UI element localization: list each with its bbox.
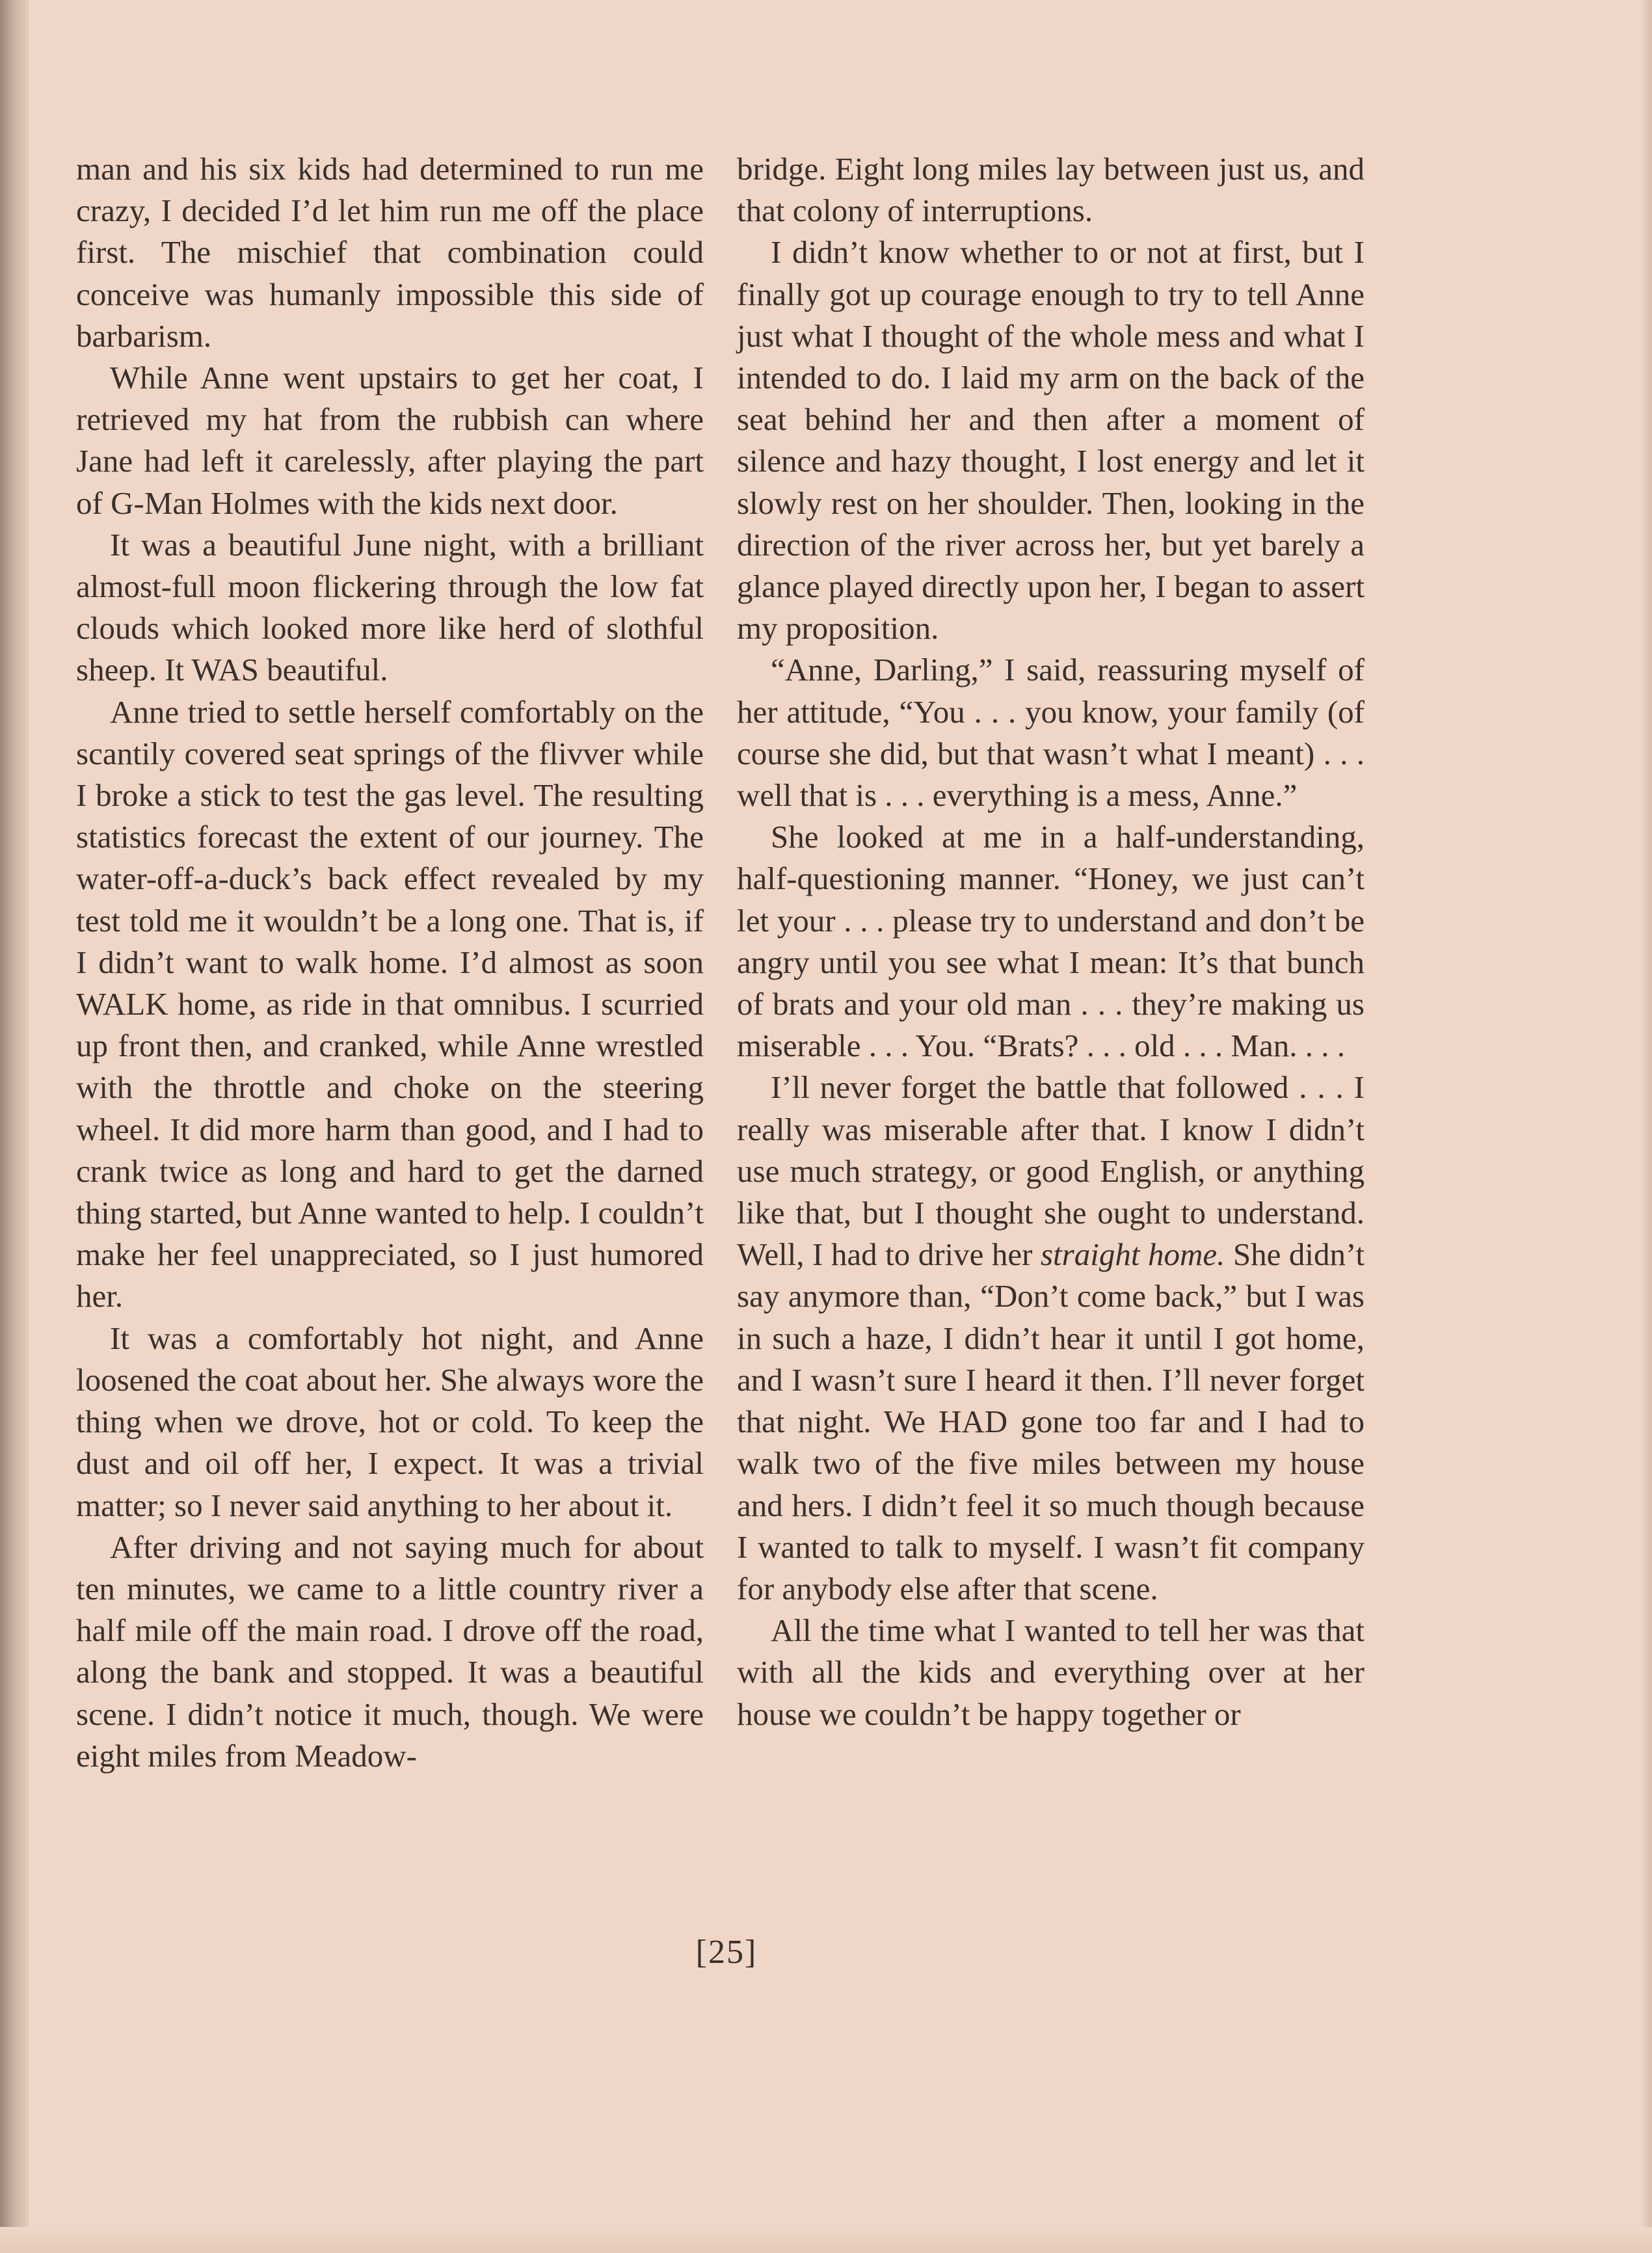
paragraph: bridge. Eight long miles lay between just us, and that colony of interruptions. [737,151,1365,229]
paragraph: After driving and not saying much for about ten minutes, we came to a little country river a half mile off the main road. I drove off the road, along the bank and stopped. It was a beautiful scene. I didn’t notice it much, though. We were eight miles from Meadow- [76,1528,704,1774]
paragraph: Anne tried to settle herself comfortably on the scantily covered seat springs of the flivver while I broke a stick to test the gas level. The resulting statistics forecast the extent of our journey. The water-off-a-duck’s back effect revealed by my test told me it wouldn’t be a long one. That is, if I didn’t want to walk home. I’d almost as soon WALK home, as ride in that omnibus. I scurried up front then, and cranked, while Anne wrestled with the throttle and choke on the steering wheel. It did more harm than good, and I had to crank twice as long and hard to get the darned thing started, but Anne wanted to help. I couldn’t make her feel unappreciated, so I just humored her. [76,693,704,1314]
paragraph: I didn’t know whether to or not at first, but I finally got up courage enough to try to tell Anne just what I thought of the whole mess and what I intended to do. I laid my arm on the back of the seat behind her and then after a moment of silence and hazy thought, I lost energy and let it slowly rest on her shoulder. Then, looking in the direction of the river across her, but yet barely a glance played directly upon her, I began to assert my proposition. [737,234,1365,647]
paragraph-text: I’ll never forget the battle that followed . . . I really was miserable after that. I know I didn’t use much strategy, or good English, or anything like that, but I thought she ought to understand. Well, I had to drive her [737,1069,1365,1273]
paragraph: All the time what I wanted to tell her was that with all the kids and everything over at her house we couldn’t be happy together or [737,1612,1365,1732]
page-bottom-edge [0,2227,1652,2253]
emphasized-text: straight home. [1040,1236,1225,1273]
paragraph: man and his six kids had determined to run me crazy, I decided I’d let him run me off the place first. The mischief that combination could conceive was humanly impossible this side of barbarism. [76,151,704,354]
paragraph [737,1067,1365,1610]
page-right-edge [1640,0,1652,2253]
paragraph: She looked at me in a half-understanding, half-questioning manner. “Honey, we just can’t let your . . . please try to understand and don’t be angry until you see what I mean: It’s that bunch of brats and your old man . . . they’re making us miserable . . . You. “Brats? . . . old . . . Man. . . . [737,819,1365,1064]
left-text-column [76,148,704,1777]
page-number: [25] [695,1934,758,1971]
paragraph: “Anne, Darling,” I said, reassuring myself of her attitude, “You . . . you know, your family (of course she did, but that wasn’t what I meant) . . . well that is . . . everything is a mess, Anne.” [737,652,1365,814]
paragraph: It was a comfortably hot night, and Anne loosened the coat about her. She always wore the thing when we drove, hot or cold. To keep the dust and oil off her, I expect. It was a trivial matter; so I never said anything to her about it. [76,1320,704,1523]
right-text-column [737,148,1365,1735]
paragraph: It was a beautiful June night, with a brilliant almost-full moon flickering through the low fat clouds which looked more like herd of slothful sheep. It WAS beautiful. [76,526,704,688]
paragraph-text: She didn’t say anymore than, “Don’t come back,” but I was in such a haze, I didn’t hear it until I got home, and I wasn’t sure I heard it then. I’ll never forget that night. We HAD gone too far and I had to walk two of the five miles between my house and hers. I didn’t feel it so much though because I wanted to talk to myself. I wasn’t fit company for anybody else after that scene. [737,1236,1365,1606]
book-spine-shadow [0,0,29,2253]
paragraph: While Anne went upstairs to get her coat, I retrieved my hat from the rubbish can where Jane had left it carelessly, after playing the part of G-Man Holmes with the kids next door. [76,360,704,521]
